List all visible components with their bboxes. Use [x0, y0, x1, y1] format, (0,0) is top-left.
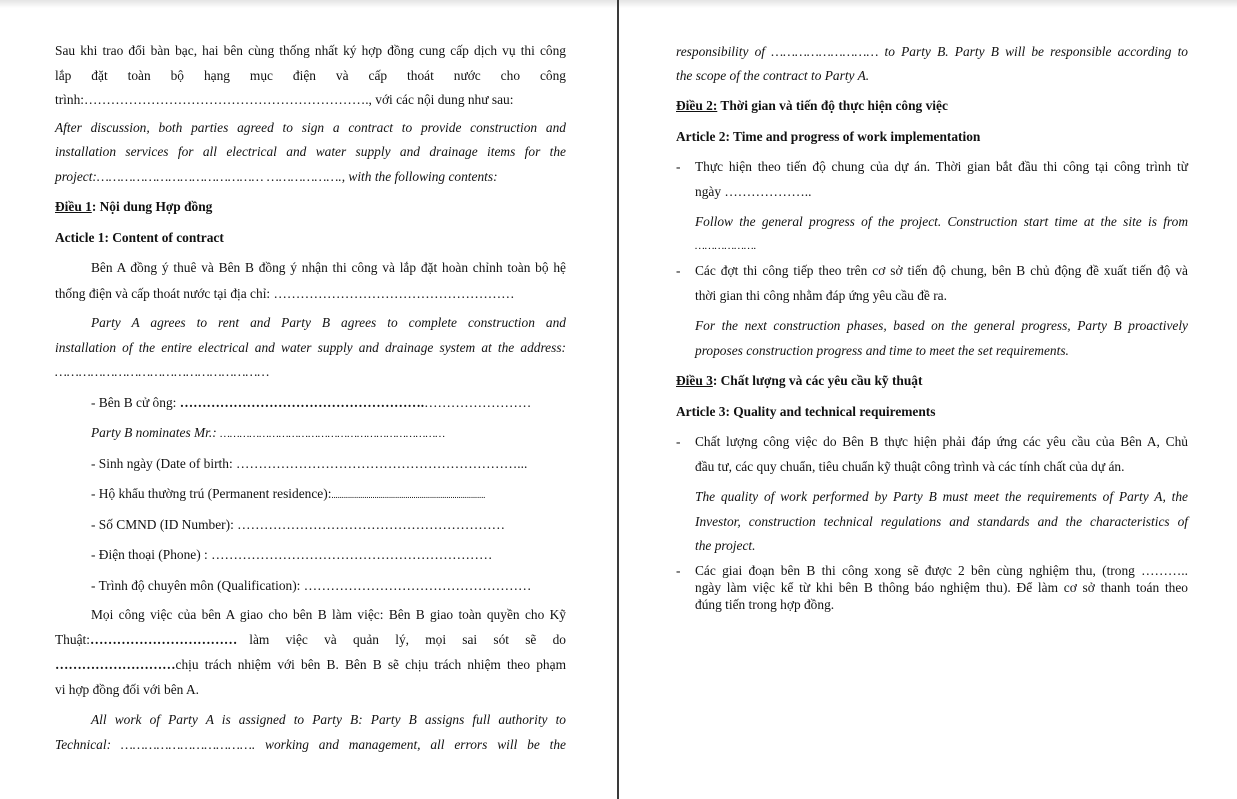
- article-2-label: Điều 2:: [676, 98, 718, 113]
- field-label: - Hộ khẩu thường trú (Permanent residence):: [91, 486, 332, 501]
- article-2-heading-en: Article 2: Time and progress of work implementation: [676, 129, 981, 144]
- text-line: the project.: [695, 538, 756, 553]
- article-1-label: Điều 1: [55, 199, 92, 214]
- field-label: - Bên B cử ông:: [91, 395, 180, 410]
- text-line: Bên A đồng ý thuê và Bên B đồng ý nhận thi công và lắp đặt hoàn chỉnh toàn bộ hệ: [91, 260, 566, 275]
- field-blank: ……………………………: [89, 632, 238, 647]
- text-line: Party A agrees to rent and Party B agrees to complete construction and: [91, 315, 566, 330]
- text-line: the scope of the contract to Party A.: [676, 68, 870, 83]
- text-line: ……………….: [695, 240, 757, 252]
- field-qualification: [91, 578, 531, 594]
- article-3-title: : Chất lượng và các yêu cầu kỹ thuật: [712, 373, 923, 388]
- text-segment: chịu trách nhiệm với bên B. Bên B sẽ chịu trách nhiệm theo phạm: [175, 657, 566, 672]
- text-line: For the next construction phases, based on the general progress, Party B proactively: [695, 318, 1188, 333]
- field-blank: ……………………: [424, 395, 532, 410]
- text-line: Investor, construction technical regulations and standards and the characteristics of: [695, 514, 1188, 529]
- text-line: ………………………………………………: [55, 364, 270, 379]
- field-blank: ………………………………………………………...: [236, 456, 528, 471]
- text-line: Technical: ……………………………. working and management, all errors will be the: [55, 737, 566, 752]
- page-divider: [617, 0, 619, 799]
- text-line: Các đợt thi công tiếp theo trên cơ sở tiến độ chung, bên B chủ động đề xuất tiến độ và: [695, 263, 1188, 278]
- field-label: - Điện thoại (Phone) :: [91, 547, 212, 562]
- text-line: responsibility of ……………………… to Party B. Party B will be responsible according to: [676, 44, 1188, 59]
- bullet-dash: -: [676, 263, 681, 278]
- field-phone: [91, 547, 492, 563]
- field-representative: [91, 395, 531, 411]
- field-blank: ...........................................................................: [331, 490, 486, 500]
- text-line: ngày ………………..: [695, 184, 812, 199]
- text-line: đầu tư, các quy chuẩn, tiêu chuẩn kỹ thuật công trình và các tính chất của dự án.: [695, 459, 1125, 474]
- text-line: [55, 632, 566, 648]
- field-label: Party B nominates Mr.:: [91, 425, 221, 440]
- article-1-heading-en: Acticle 1: Content of contract: [55, 230, 224, 245]
- bullet-dash: -: [676, 563, 681, 578]
- field-date-of-birth: [91, 456, 527, 472]
- text-line: The quality of work performed by Party B must meet the requirements of Party A, the: [695, 489, 1188, 504]
- text-line: Chất lượng công việc do Bên B thực hiện phải đáp ứng các yêu cầu của Bên A, Chủ: [695, 434, 1188, 449]
- field-blank: ………………………………………………………: [211, 547, 493, 562]
- article-2-title: Thời gian và tiến độ thực hiện công việc: [717, 98, 948, 113]
- text-line: Mọi công việc của bên A giao cho bên B làm việc: Bên B giao toàn quyền cho Kỹ: [91, 607, 566, 622]
- field-label: - Trình độ chuyên môn (Qualification):: [91, 578, 304, 593]
- field-blank: ……………………………………………….: [179, 395, 425, 410]
- field-blank: ………………………: [55, 657, 176, 672]
- text-line: All work of Party A is assigned to Party B: Party B assigns full authority to: [91, 712, 566, 727]
- field-id-number: [91, 517, 505, 533]
- text-line: vi hợp đồng đối với bên A.: [55, 682, 199, 697]
- article-3-heading-vn: [676, 373, 922, 389]
- article-3-heading-en: Article 3: Quality and technical requirements: [676, 404, 936, 419]
- text-line: installation of the entire electrical and water supply and drainage system at the address:: [55, 340, 566, 355]
- text-line: đúng tiến trong hợp đồng.: [695, 597, 835, 612]
- article-1-title: : Nội dung Hợp đồng: [91, 199, 213, 214]
- text-line: ngày làm việc kể từ khi bên B thông báo nghiệm thu). Để làm cơ sở thanh toán theo: [695, 580, 1188, 595]
- text-line: [55, 657, 566, 673]
- text-line: installation services for all electrical and water supply and drainage items for the: [55, 144, 566, 159]
- field-label: - Sinh ngày (Date of birth:: [91, 456, 237, 471]
- text-segment: Thuật:: [55, 632, 90, 647]
- text-line: proposes construction progress and time to meet the set requirements.: [695, 343, 1069, 358]
- field-nominee-en: [91, 425, 445, 442]
- field-blank: ……………………………………………………………: [220, 428, 446, 440]
- bullet-dash: -: [676, 434, 681, 449]
- text-line: Follow the general progress of the project. Construction start time at the site is from: [695, 214, 1188, 229]
- text-line: Sau khi trao đổi bàn bạc, hai bên cùng thống nhất ký hợp đồng cung cấp dịch vụ thi công: [55, 43, 566, 58]
- text-line: lắp đặt toàn bộ hạng mục điện và cấp thoát nước cho công: [55, 68, 566, 83]
- field-label: - Số CMND (ID Number):: [91, 517, 238, 532]
- text-line: thống điện và cấp thoát nước tại địa chỉ: ………………………………………………: [55, 286, 515, 301]
- text-segment: làm việc và quản lý, mọi sai sót sẽ do: [249, 632, 566, 647]
- text-line: Thực hiện theo tiến độ chung của dự án. Thời gian bắt đầu thi công tại công trình từ: [695, 159, 1188, 174]
- text-line: trình:………………………………………………………., với các nội dung như sau:: [55, 92, 514, 107]
- field-blank: ……………………………………………: [303, 578, 532, 593]
- field-permanent-residence: [91, 486, 485, 503]
- text-line: project:…………………………………… ………………., with the following contents:: [55, 169, 498, 184]
- field-blank: ……………………………………………………: [237, 517, 505, 532]
- text-line: Các giai đoạn bên B thi công xong sẽ được 2 bên cùng nghiệm thu, (trong ………..: [695, 563, 1188, 578]
- article-1-heading-vn: [55, 199, 212, 215]
- bullet-dash: -: [676, 159, 681, 174]
- text-line: thời gian thi công nhằm đáp ứng yêu cầu đề ra.: [695, 288, 947, 303]
- article-3-label: Điều 3: [676, 373, 713, 388]
- article-2-heading-vn: [676, 98, 948, 114]
- text-line: After discussion, both parties agreed to sign a contract to provide construction and: [55, 120, 566, 135]
